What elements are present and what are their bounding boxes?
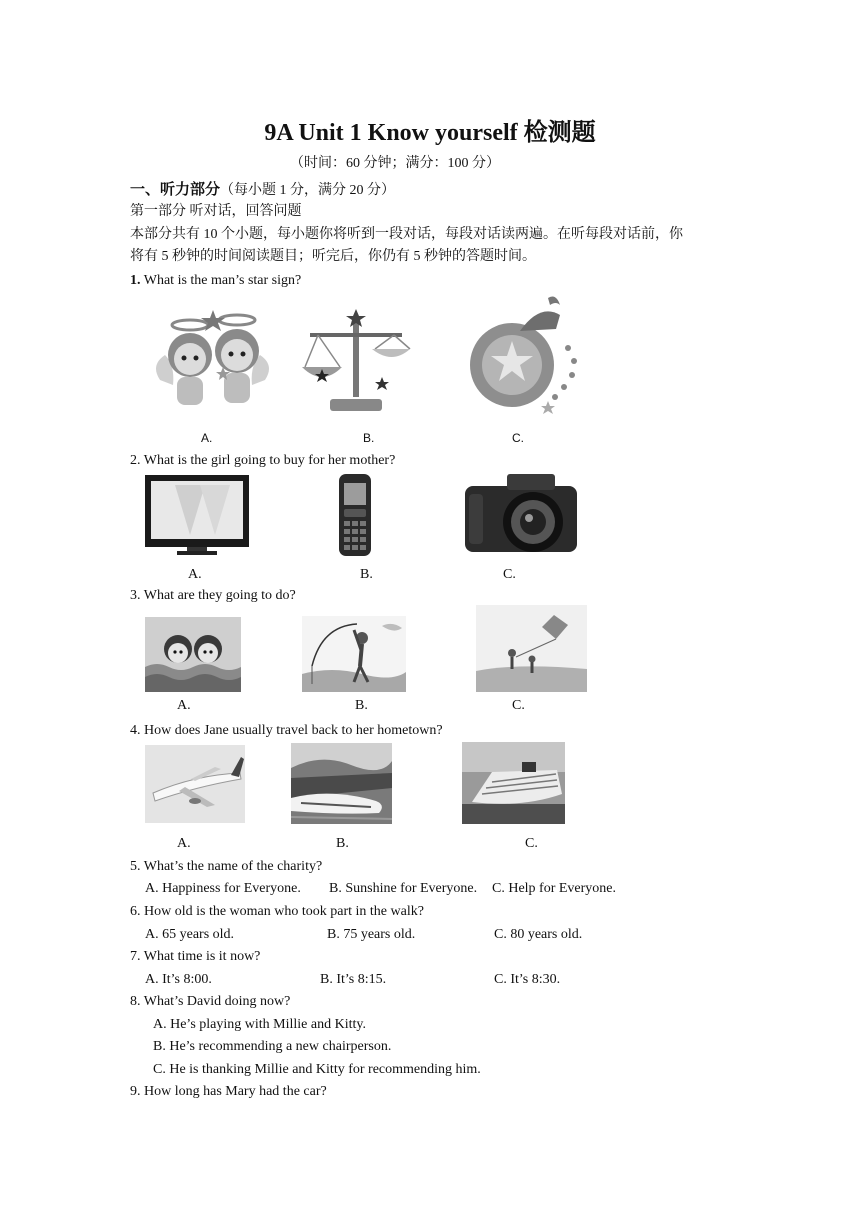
high-speed-train-icon — [291, 743, 392, 824]
libra-scales-icon — [300, 307, 412, 415]
q5-option-a: A. Happiness for Everyone. — [145, 881, 301, 896]
question-7: 7. What time is it now? — [130, 949, 261, 964]
q5-option-b: B. Sunshine for Everyone. — [329, 881, 478, 896]
cruise-ship-icon — [462, 742, 565, 824]
q6-option-b: B. 75 years old. — [327, 927, 416, 942]
q4-label-c: C. — [525, 836, 538, 851]
q2-label-b: B. — [360, 567, 373, 582]
q7-option-c: C. It’s 8:30. — [494, 972, 561, 987]
q3-label-b: B. — [355, 698, 368, 713]
q8-option-a: A. He’s playing with Millie and Kitty. — [153, 1017, 366, 1032]
swimming-kids-icon — [145, 617, 241, 692]
section-note: （每小题 1 分，满分 20 分） — [220, 183, 396, 198]
instructions-line-1: 本部分共有 10 个小题，每小题你将听到一段对话，每段对话读两遍。在听每段对话前，你 — [130, 227, 683, 242]
q4-label-b: B. — [336, 836, 349, 851]
q7-option-a: A. It’s 8:00. — [145, 972, 212, 987]
question-6: 6. How old is the woman who took part in the walk? — [130, 904, 424, 919]
kite-flying-icon — [476, 605, 587, 692]
fishing-icon — [302, 616, 406, 692]
camera-icon — [463, 472, 581, 556]
q2-label-a: A. — [188, 567, 202, 582]
q6-option-a: A. 65 years old. — [145, 927, 235, 942]
gemini-twins-icon — [155, 305, 270, 415]
q3-label-a: A. — [177, 698, 191, 713]
part-heading: 第一部分 听对话，回答问题 — [130, 204, 302, 219]
question-2: 2. What is the girl going to buy for her mother? — [130, 453, 396, 468]
question-3: 3. What are they going to do? — [130, 588, 296, 603]
q1-label-a: A. — [201, 431, 213, 445]
question-9: 9. How long has Mary had the car? — [130, 1084, 327, 1099]
question-8: 8. What’s David doing now? — [130, 994, 291, 1009]
q8-option-c: C. He is thanking Millie and Kitty for recommending him. — [153, 1062, 481, 1077]
instructions-line-2: 将有 5 秒钟的时间阅读题目；听完后，你仍有 5 秒钟的答题时间。 — [130, 249, 536, 264]
tv-icon — [145, 475, 249, 555]
q6-option-c: C. 80 years old. — [494, 927, 583, 942]
question-5: 5. What’s the name of the charity? — [130, 859, 323, 874]
q8-option-b: B. He’s recommending a new chairperson. — [153, 1039, 392, 1054]
q2-label-c: C. — [503, 567, 516, 582]
mobile-phone-icon — [338, 473, 372, 557]
q3-label-c: C. — [512, 698, 525, 713]
aquarius-vase-icon — [460, 293, 592, 417]
q7-option-b: B. It’s 8:15. — [320, 972, 387, 987]
q1-label-b: B. — [363, 431, 375, 445]
question-1: 1. What is the man’s star sign? — [130, 273, 302, 288]
section-heading: 一、听力部分 — [130, 180, 221, 198]
section-header — [130, 178, 395, 199]
q1-label-c: C. — [512, 431, 524, 445]
airplane-icon — [145, 745, 245, 823]
q5-option-c: C. Help for Everyone. — [492, 881, 617, 896]
exam-time-score: （时间：60 分钟；满分：100 分） — [290, 156, 500, 171]
question-4: 4. How does Jane usually travel back to her hometown? — [130, 723, 443, 738]
page-title: 9A Unit 1 Know yourself 检测题 — [264, 120, 596, 146]
q4-label-a: A. — [177, 836, 191, 851]
